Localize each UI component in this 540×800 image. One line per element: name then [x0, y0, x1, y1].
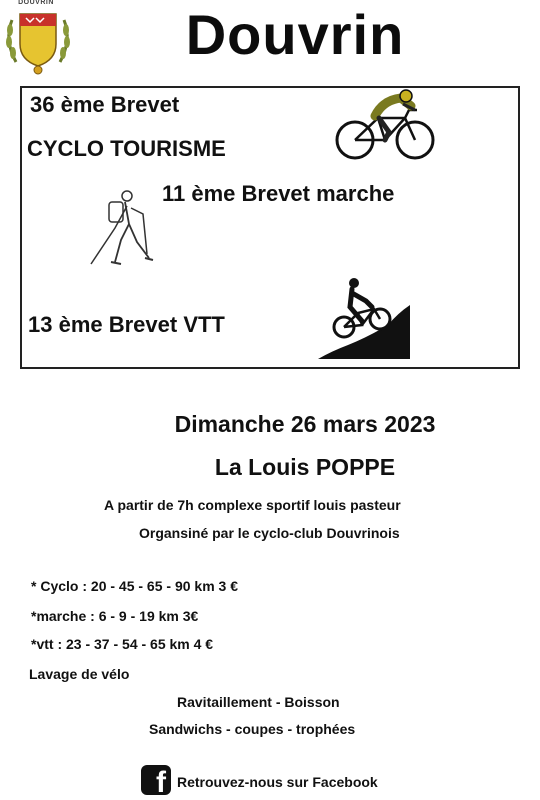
- road-cyclist-illustration: [333, 88, 438, 163]
- extras-info: Sandwichs - coupes - trophées: [149, 721, 356, 737]
- town-title: Douvrin: [185, 3, 405, 66]
- mountain-biker-illustration: [318, 275, 410, 360]
- price-cyclo: * Cyclo : 20 - 45 - 65 - 90 km 3 €: [31, 578, 238, 594]
- cyclo-tourisme-title: CYCLO TOURISME: [27, 136, 226, 161]
- price-vtt: *vtt : 23 - 37 - 54 - 65 km 4 €: [31, 636, 214, 652]
- price-marche: *marche : 6 - 9 - 19 km 3€: [31, 608, 199, 624]
- vtt-brevet-title: 13 ème Brevet VTT: [28, 312, 225, 337]
- facebook-icon[interactable]: f: [141, 765, 171, 795]
- event-date: Dimanche 26 mars 2023: [174, 411, 436, 437]
- event-name: La Louis POPPE: [214, 454, 396, 480]
- town-crest-logo: [2, 0, 74, 80]
- cyclo-brevet-title: 36 ème Brevet: [30, 92, 180, 117]
- facebook-link[interactable]: Retrouvez-nous sur Facebook: [177, 774, 378, 790]
- hiker-illustration: [85, 188, 155, 268]
- organizer-info: Organsiné par le cyclo-club Douvrinois: [139, 525, 400, 541]
- refreshments-info: Ravitaillement - Boisson: [177, 694, 340, 710]
- start-info: A partir de 7h complexe sportif louis pasteur: [104, 497, 401, 513]
- bike-wash-info: Lavage de vélo: [29, 666, 130, 682]
- crest-label: DOUVRIN: [18, 0, 54, 6]
- marche-brevet-title: 11 ème Brevet marche: [162, 181, 395, 206]
